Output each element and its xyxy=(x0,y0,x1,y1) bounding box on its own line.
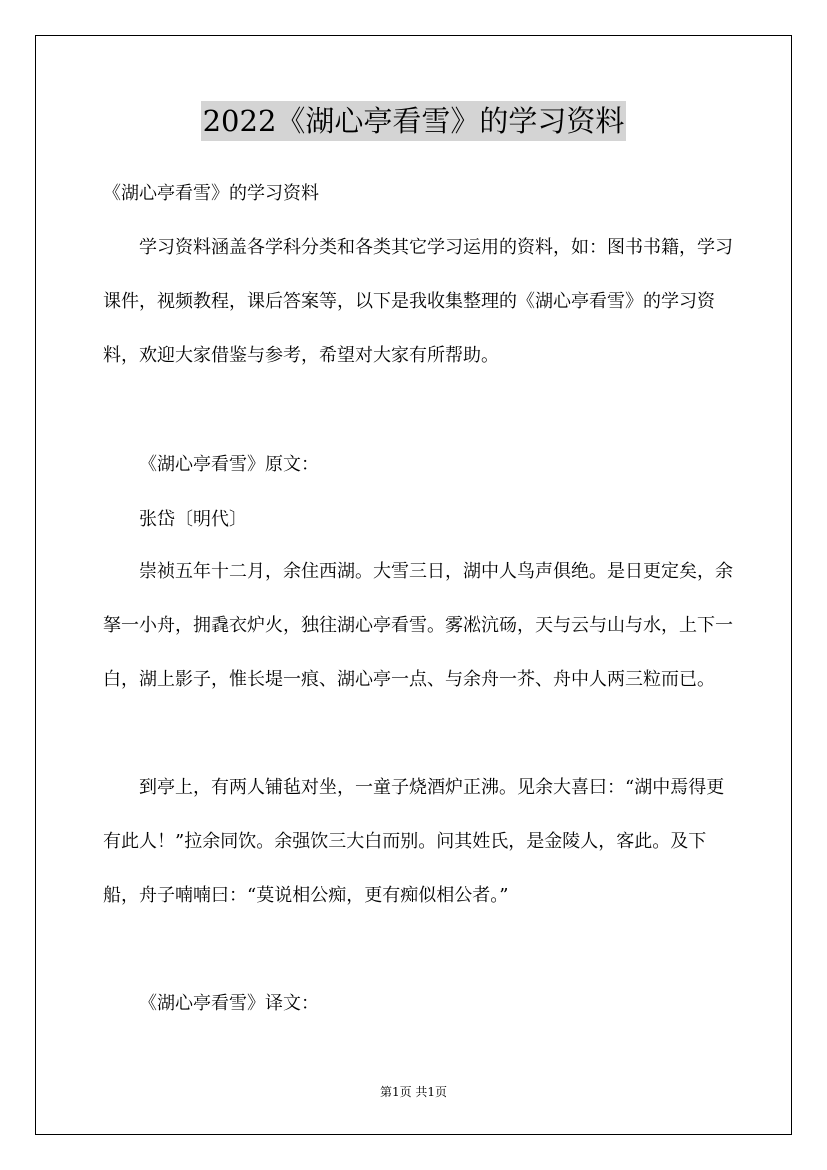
translation-heading: 《湖心亭看雪》译文： xyxy=(139,993,319,1014)
original-text-heading: 《湖心亭看雪》原文： xyxy=(139,454,319,475)
document-title-text: 2022《湖心亭看雪》的学习资料 xyxy=(201,101,627,141)
page-footer: 第1页 共1页 xyxy=(379,1085,448,1099)
intro-paragraph: 学习资料涵盖各学科分类和各类其它学习运用的资料，如：图书书籍，学习课件，视频教程，课后答案等，以下是我收集整理的《湖心亭看雪》的学习资料，欢迎大家借鉴与参考，希望对大家有所帮助。 xyxy=(103,237,733,366)
original-paragraph-2: 到亭上，有两人铺毡对坐，一童子烧酒炉正沸。见余大喜曰：“湖中焉得更有此人！”拉余同饮。余强饮三大白而别。问其姓氏，是金陵人，客此。及下船，舟子喃喃曰：“莫说相公痴，更有痴似相公者。” xyxy=(103,777,725,906)
author-line: 张岱〔明代〕 xyxy=(139,509,247,530)
original-paragraph-1: 崇祯五年十二月，余住西湖。大雪三日，湖中人鸟声俱绝。是日更定矣，余拏一小舟，拥毳衣炉火，独往湖心亭看雪。雾凇沆砀，天与云与山与水，上下一白，湖上影子，惟长堤一痕、湖心亭一点、与余舟一芥、舟中人两三粒而已。 xyxy=(103,561,733,690)
document-subtitle: 《湖心亭看雪》的学习资料 xyxy=(103,183,319,204)
document-title xyxy=(0,101,827,141)
